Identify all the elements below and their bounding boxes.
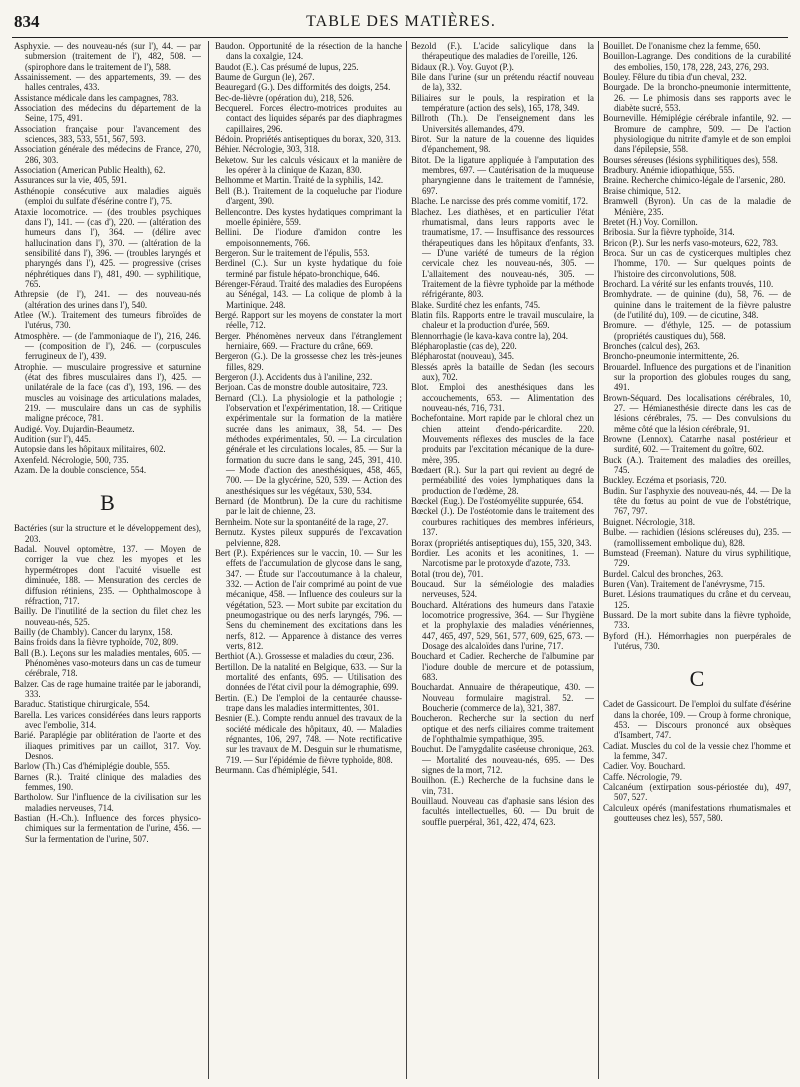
page-header <box>14 10 788 38</box>
index-entry: Beketow. Sur les calculs vésicaux et la manière de les opérer à la clinique de Kazan, 830. <box>215 154 402 176</box>
index-entry: Bastian (H.-Ch.). Influence des forces physico-chimiques sur la fermentation de l'urine, 456. — Sur la fermentation de l'urine, 507. <box>14 813 201 844</box>
index-entry: Buret. Lésions traumatiques du crâne et du cerveau, 125. <box>603 589 791 610</box>
index-entry: Belhomme et Martin. Traité de la syphilis, 142. <box>215 175 384 186</box>
index-entry: Bell (B.). Traitement de la coqueluche par l'iodure d'argent, 390. <box>215 185 402 207</box>
index-entry: Bellencontre. Des kystes hydatiques comprimant la moelle épinière, 559. <box>215 206 402 227</box>
index-entry: Baume de Gurgun (le), 267. <box>215 72 315 83</box>
index-entry: Bernard (de Montbrun). De la cure du rachitisme par le lait de chienne, 23. <box>215 496 402 517</box>
index-entry: Bourneville. Hémiplégie cérébrale infantile, 92. — Bromure de camphre, 509. — De l'action physiologique du nitrite d'amyle et de son emploi dans l'épilepsie, 558. <box>603 113 791 155</box>
index-entry: Buckley. Eczéma et psoriasis, 720. <box>603 475 727 486</box>
index-entry: Bartholow. Sur l'influence de la civilisation sur les maladies nerveuses, 714. <box>14 792 201 813</box>
index-entry: Association des médecins du département de la Seine, 175, 491. <box>14 103 201 124</box>
index-entry: Bailly. De l'inutilité de la section du filet chez les nouveau-nés, 525. <box>14 606 201 627</box>
index-entry: Bernutz. Kystes pileux suppurés de l'excavation pelvienne, 828. <box>215 527 402 548</box>
index-entry: Bussard. De la mort subite dans la fièvre typhoïde, 733. <box>603 609 791 631</box>
index-entry: Bourses séreuses (lésions syphilitiques des), 558. <box>603 154 778 165</box>
index-entry: Beauregard (G.). Des difformités des doigts, 254. <box>215 82 391 93</box>
index-entry: Atlee (W.). Traitement des tumeurs fibroïdes de l'utérus, 730. <box>14 309 201 331</box>
index-entry: Assainissement. — des appartements, 39. — des halles centrales, 433. <box>14 72 201 93</box>
index-entry: Barella. Les varices considérées dans leurs rapports avec l'embolie, 314. <box>14 709 201 730</box>
index-entry: Blépharoplastie (cas de), 220. <box>411 340 517 351</box>
index-entry: Blatin fils. Rapports entre le travail musculaire, la chaleur et la production d'urée, 569. <box>411 309 594 331</box>
index-column-1 <box>14 41 201 1079</box>
index-entry: Ataxie locomotrice. — (des troubles psychiques dans l'), 141. — (cas d'), 220. — (altération des humeurs dans l'), 364. — (délire avec hallucination dans l'), 370. — (altération de la sensibilité dans l'), 396. — (troubles laryngés et pharyngés dans l'), 425. — progressive (crises néphrétiques dans l'), 481, 490. — syphilitique, 765. <box>14 206 201 289</box>
index-entry: Asthénopie consécutive aux maladies aiguës (emploi du sulfate d'ésérine contre l'), 75. <box>14 185 201 207</box>
index-entry: Birot. Sur la nature de la couenne des liquides d'épanchement, 98. <box>411 134 594 155</box>
index-entry: Berjoan. Cas de monstre double autositaire, 723. <box>215 382 388 393</box>
index-entry: Association générale des médecins de France, 270, 286, 303. <box>14 144 201 165</box>
index-entry: Badal. Nouvel optomètre, 137. — Moyen de corriger la vue chez les myopes et les hypermétropes dont l'acuité visuelle est diminuée, 188. — Mensuration des cercles de diffusion rétiniens, 235. — Ophthalmoscope à réfraction, 717. <box>14 544 201 606</box>
index-entry: Bromhydrate. — de quinine (du), 58, 76. — de quinine dans le traitement de la fièvre palustre (de l'utilité du), 109. — de cicutine, 348. <box>603 289 791 320</box>
index-entry: Cadier. Voy. Bouchard. <box>603 761 686 772</box>
index-entry: Calcanéum (extirpation sous-périostée du), 497, 507, 527. <box>603 782 791 803</box>
index-entry: Bretet (H.) Voy. Cornillon. <box>603 216 698 227</box>
index-entry: Broca. Sur un cas de cysticerques multiples chez l'homme, 170. — Sur quelques points de l'histoire des circonvolutions, 508. <box>603 247 791 279</box>
index-entry: Atmosphère. — (de l'ammoniaque de l'), 216, 246. — (composition de l'), 246. — (corpuscules ferrugineux de l'), 439. <box>14 330 201 362</box>
index-entry: Association française pour l'avancement des sciences, 383, 533, 551, 567, 593. <box>14 123 201 145</box>
index-entry: Blépharostat (nouveau), 345. <box>411 351 515 362</box>
index-entry: Azam. De la double conscience, 554. <box>14 465 147 476</box>
index-entry: Bulbe. — rachidien (lésions scléreuses du), 235. — (ramollissement embolique du), 828. <box>603 527 791 548</box>
index-entry: Besnier (E.). Compte rendu annuel des travaux de la société médicale des hôpitaux, 40. — Maladies régnantes, 106, 297, 748. — Note rectificative sur les travaux de M. Desguin sur le rhumatisme, 719. — Sur l'épidémie de fièvre typhoïde, 808. <box>215 713 402 765</box>
index-entry: Bouillon-Lagrange. Des conditions de la curabilité des embolies, 150, 178, 228, 243, 276, 293. <box>603 51 791 72</box>
index-entry: Bramwell (Byron). Un cas de la maladie de Ménière, 235. <box>603 196 791 217</box>
index-entry: Calculeux opérés (manifestations rhumatismales et goutteuses chez les), 557, 580. <box>603 802 791 824</box>
index-entry: Bouillaud. Nouveau cas d'aphasie sans lésion des facultés intellectuelles, 60. — Du bruit de souffle puerpéral, 361, 422, 474, 623. <box>411 796 594 827</box>
index-entry: Béhier. Nécrologie, 303, 318. <box>215 144 320 155</box>
index-entry: Asphyxie. — des nouveau-nés (sur l'), 44. — par submersion (traitement de l'), 482, 508. — (spirophore dans le traitement de l'), 588. <box>14 41 201 72</box>
index-entry: Bouley. Fêlure du tibia d'un cheval, 232. <box>603 72 747 83</box>
index-column-2 <box>215 41 402 1079</box>
section-letter: B <box>100 490 115 516</box>
index-entry: Ball (B.). Leçons sur les maladies mentales, 605. — Phénomènes vaso-moteurs dans un cas de tumeur cérébrale, 718. <box>14 647 201 679</box>
index-entry: Browne (Lennox). Catarrhe nasal postérieur et surdité, 602. — Traitement du goître, 602. <box>603 434 791 455</box>
index-entry: Blessés après la bataille de Sedan (les secours aux), 702. <box>411 361 594 382</box>
index-entry: Brouardel. Influence des purgations et de l'inanition sur la proportion des globules rouges du sang, 491. <box>603 361 791 393</box>
index-entry: Balzer. Cas de rage humaine traitée par le jaborandi, 333. <box>14 678 201 699</box>
index-column-4 <box>603 41 791 1079</box>
index-entry: Bouchardat. Annuaire de thérapeutique, 430. — Nouveau formulaire magistral. 52. — Boucherie (commerce de la), 321, 387. <box>411 682 594 713</box>
index-entry: Barnes (R.). Traité clinique des maladies des femmes, 190. <box>14 771 201 793</box>
index-entry: Caffe. Nécrologie, 79. <box>603 771 682 782</box>
index-entry: Bérenger-Féraud. Traité des maladies des Européens au Sénégal, 143. — La colique de plomb à la Martinique. 248. <box>215 278 402 310</box>
index-entry: Bile dans l'urine (sur un prétendu réactif nouveau de la), 332. <box>411 72 594 93</box>
index-entry: Burdel. Calcul des bronches, 263. <box>603 568 724 579</box>
index-entry: Bertin. (E.) De l'emploi de la centaurée chausse-trape dans les maladies intermittentes, 301. <box>215 692 402 713</box>
column-divider <box>208 41 209 1079</box>
index-entry: Bergeron (J.). Accidents dus à l'aniline, 232. <box>215 372 373 382</box>
index-entry: Assistance médicale dans les campagnes, 783. <box>14 92 179 103</box>
index-entry: Assurances sur la vie, 405, 591. <box>14 175 127 186</box>
index-entry: Cadet de Gassicourt. De l'emploi du sulfate d'ésérine dans la chorée, 109. — Croup à forme chronique, 453. — Discours prononcé aux obsèques d'Isambert, 747. <box>603 699 791 741</box>
index-entry: Bidaux (R.). Voy. Guyot (P.). <box>411 61 514 72</box>
index-entry: Bricon (P.). Sur les nerfs vaso-moteurs, 622, 783. <box>603 237 779 248</box>
index-entry: Bertillon. De la natalité en Belgique, 633. — Sur la mortalité des enfants, 695. — Utilisation des données de l'état civil pour la démographie, 699. <box>215 661 402 693</box>
index-column-3 <box>411 41 594 1079</box>
index-entry: Association (American Public Health), 62. <box>14 165 166 176</box>
index-entry: Barlow (Th.) Cas d'hémiplégie double, 555. <box>14 761 170 772</box>
index-entry: Bouchard. Altérations des humeurs dans l'ataxie locomotrice progressive, 364. — Sur l'hygiène et la prophylaxie des maladies vénériennes, 447, 465, 497, 529, 561, 577, 609, 625, 673. — Dosage des alcaloïdes dans l'urine, 717. <box>411 599 594 651</box>
index-entry: Billroth (Th.). De l'enseignement dans les Universités allemandes, 479. <box>411 113 594 134</box>
index-entry: Bœdaert (R.). Sur la part qui revient au degré de perméabilité des voies lymphatiques dans la production de l'œdème, 28. <box>411 465 594 496</box>
index-entry: Cadiat. Muscles du col de la vessie chez l'homme et la femme, 347. <box>603 740 791 761</box>
index-entry: Buignet. Nécrologie, 318. <box>603 516 695 527</box>
index-entry: Biliaires sur le pouls, la respiration et la température (action des sels), 165, 178, 349. <box>411 92 594 114</box>
index-entry: Becquerel. Forces électro-motrices produites au contact des liquides séparés par des diaphragmes capillaires, 296. <box>215 103 402 134</box>
index-entry: Braine. Recherche chimico-légale de l'arsenic, 280. <box>603 175 786 186</box>
index-entry: Blot. Emploi des anesthésiques dans les accouchements, 653. — Alimentation des nouveau-nés, 716, 731. <box>411 382 594 414</box>
index-entry: Bains froids dans la fièvre typhoïde, 702, 809. <box>14 637 179 648</box>
index-entry: Autopsie dans les hôpitaux militaires, 602. <box>14 444 166 455</box>
index-entry: Bradbury. Anémie idiopathique, 555. <box>603 165 735 176</box>
index-entry: Buren (Van). Traitement de l'anévrysme, 715. <box>603 578 765 589</box>
index-entry: Baudot (E.). Cas présumé de lupus, 225. <box>215 61 359 72</box>
section-letter: C <box>689 666 705 692</box>
index-entry: Baudon. Opportunité de la résection de la hanche dans la coxalgie, 124. <box>215 41 402 62</box>
index-entry: Bordier. Les aconits et les aconitines, 1. — Narcotisme par le protoxyde d'azote, 733. <box>411 547 594 569</box>
index-entry: Berthiot (A.). Grossesse et maladies du cœur, 236. <box>215 651 394 662</box>
index-entry: Bouchard et Cadier. Recherche de l'albumine par l'iodure double de mercure et de potassium, 683. <box>411 651 594 682</box>
column-divider <box>406 41 407 1079</box>
index-entry: Buck (A.). Traitement des maladies des oreilles, 745. <box>603 454 791 476</box>
index-entry: Bouillet. De l'onanisme chez la femme, 650. <box>603 41 761 51</box>
index-entry: Bernard (Cl.). La physiologie et la pathologie ; l'observation et l'expérimentation, 18. — Critique expérimentale sur la formation de la matière sucrée dans les animaux, 38, 54. — Des méthodes expérimentales, 50. — La circulation générale et les circulations locales, 85. — Sur la formation du sucre dans le sang, 245, 391, 410. — Mode d'action des anesthésiques, 458, 465, 700. — De la glycérine, 520, 539. — Action des anesthésiques sur les végétaux, 530, 534. <box>215 392 402 496</box>
index-entry: Bellini. De l'iodure d'amidon contre les empoisonnements, 766. <box>215 227 402 248</box>
index-entry: Bec-de-lièvre (opération du), 218, 526. <box>215 92 354 103</box>
index-entry: Bronches (calcul des), 263. <box>603 340 700 351</box>
running-title: TABLE DES MATIÈRES. <box>306 13 496 30</box>
index-entry: Bouilhon. (E.) Recherche de la fuchsine dans le vin, 731. <box>411 775 594 796</box>
index-entry: Bezold (F.). L'acide salicylique dans la thérapeutique des maladies de l'oreille, 126. <box>411 41 594 62</box>
index-entry: Bouchut. De l'amygdalite caséeuse chronique, 263. — Mortalité des nouveau-nés, 695. — Des signes de la mort, 712. <box>411 744 594 776</box>
index-entry: Boucheron. Recherche sur la section du nerf optique et des nerfs ciliaires comme traitement de l'ophthalmie sympathique, 395. <box>411 713 594 745</box>
column-divider <box>598 41 599 1079</box>
index-entry: Blache. Le narcisse des prés comme vomitif, 172. <box>411 196 588 207</box>
index-entry: Bribosia. Sur la fièvre typhoïde, 314. <box>603 227 735 238</box>
index-entry: Blachez. Les diathèses, et en particulier l'état rhumatismal, dans leurs rapports avec le traumatisme, 17. — Insuffisance des ressources thérapeutiques dans les hôpitaux d'enfants, 33. — D'une variété de tumeurs de la région cervicale chez les nouveau-nés, 305. — L'allaitement des nouveau-nés, 305. — Traitement de la fièvre typhoïde par la méthode réfrigérante, 803. <box>411 206 594 300</box>
header-rule <box>12 37 788 38</box>
index-entry: Atrophie. — musculaire progressive et saturnine (état des fibres musculaires dans l'), 425. — unilatérale de la face (cas d'), 193, 196. — des muscles au voisinage des articulations malades, 219. — musculaire dans un cas de syphilis maligne précoce, 781. <box>14 361 201 424</box>
index-entry: Berdinel (C.). Sur un kyste hydatique du foie terminé par fistule hépato-bronchique, 646. <box>215 258 402 279</box>
index-entry: Beurmann. Cas d'hémiplégie, 541. <box>215 765 338 776</box>
page-number: 834 <box>14 12 40 31</box>
index-entry: Brochard. La vérité sur les enfants trouvés, 110. <box>603 278 774 289</box>
index-entry: Audigé. Voy. Dujardin-Beaumetz. <box>14 423 135 434</box>
index-entry: Borax (propriétés antiseptiques du), 155, 320, 343. <box>411 537 592 548</box>
index-entry: Bert (P.). Expériences sur le vaccin, 10. — Sur les effets de l'accumulation de glycose dans le sang, 347. — Étude sur l'accoutumance à la chaleur, 332. — Action de l'air comprimé au point de vue mécanique, 458. — Influence des couleurs sur la végétation, 523. — Mort subite par excitation du pneumogastrique ou des nerfs laryngés, 796. — Sens du cheminement des excitations dans les nerfs, 812. — Apparence à distance des verres verts, 812. <box>215 547 402 651</box>
index-entry: Barié. Paraplégie par oblitération de l'aorte et des iliaques primitives par un caillot, 317. Voy. Desnos. <box>14 730 201 761</box>
index-entry: Bumstead (Freeman). Nature du virus syphilitique, 729. <box>603 547 791 569</box>
index-entry: Bergeron (G.). De la grossesse chez les très-jeunes filles, 829. <box>215 351 402 372</box>
index-entry: Baraduc. Statistique chirurgicale, 554. <box>14 699 150 710</box>
index-entry: Bergeron. Sur le traitement de l'épulis, 553. <box>215 247 370 258</box>
index-entry: Bernheim. Note sur la spontanéité de la rage, 27. <box>215 516 389 527</box>
index-entry: Bactéries (sur la structure et le développement des), 203. <box>14 523 201 544</box>
index-entry: Axenfeld. Nécrologie, 500, 735. <box>14 454 129 465</box>
index-entry: Blennorrhagie (le kava-kava contre la), 204. <box>411 330 568 341</box>
index-entry: Broncho-pneumonie intermittente, 26. <box>603 351 740 362</box>
index-entry: Bœckel (J.). De l'ostéotomie dans le traitement des courbures rachitiques des membres inférieurs, 137. <box>411 506 594 538</box>
index-entry: Berger. Phénomènes nerveux dans l'étranglement herniaire, 669. — Fracture du crâne, 669. <box>215 330 402 351</box>
index-entry: Bochefontaine. Mort rapide par le chloral chez un chien atteint d'endo-péricardite. 220. Mouvements réflexes des muscles de la face produits par l'excitation mécanique de la dure-mère, 395. <box>411 413 594 465</box>
index-entry: Bœckel (Eug.). De l'ostéomyélite suppurée, 654. <box>411 496 584 507</box>
index-entry: Bailly (de Chambly). Cancer du larynx, 158. <box>14 626 173 637</box>
index-entry: Botal (trou de), 701. <box>411 568 484 579</box>
index-entry: Athrepsie (de l'), 241. — des nouveau-nés (altération des urines dans l'), 540. <box>14 289 201 310</box>
index-entry: Bergé. Rapport sur les moyens de constater la mort réelle, 712. <box>215 309 402 331</box>
index-entry: Budin. Sur l'asphyxie des nouveau-nés, 44. — De la tête du fœtus au point de vue de l'obstétrique, 767, 797. <box>603 485 791 517</box>
index-entry: Bromure. — d'éthyle, 125. — de potassium (propriétés caustiques du), 568. <box>603 320 791 341</box>
index-entry: Boucaud. Sur la séméiologie des maladies nerveuses, 524. <box>411 578 594 600</box>
index-entry: Audition (sur l'), 445. <box>14 434 91 445</box>
index-entry: Bourgade. De la broncho-pneumonie intermittente, 26. — Le phimosis dans ses rapports avec le diabète sucré, 553. <box>603 82 791 114</box>
index-entry: Braise chimique, 512. <box>603 185 681 196</box>
index-entry: Brown-Séquard. Des localisations cérébrales, 10, 27. — Hémianesthésie directe dans les cas de lésions cérébrales, 75. — Des convulsions du même côté que la lésion cérébrale, 91. <box>603 392 791 434</box>
index-entry: Blake. Surdité chez les enfants, 745. <box>411 299 541 310</box>
index-entry: Byford (H.). Hémorrhagies non puerpérales de l'utérus, 730. <box>603 630 791 651</box>
index-entry: Bitot. De la ligature appliquée à l'amputation des membres, 697. — Cautérisation de la muqueuse pharyngienne dans le traitement de l'amnésie, 697. <box>411 154 594 196</box>
index-entry: Bédoin. Propriétés antiseptiques du borax, 320, 313. <box>215 134 401 145</box>
